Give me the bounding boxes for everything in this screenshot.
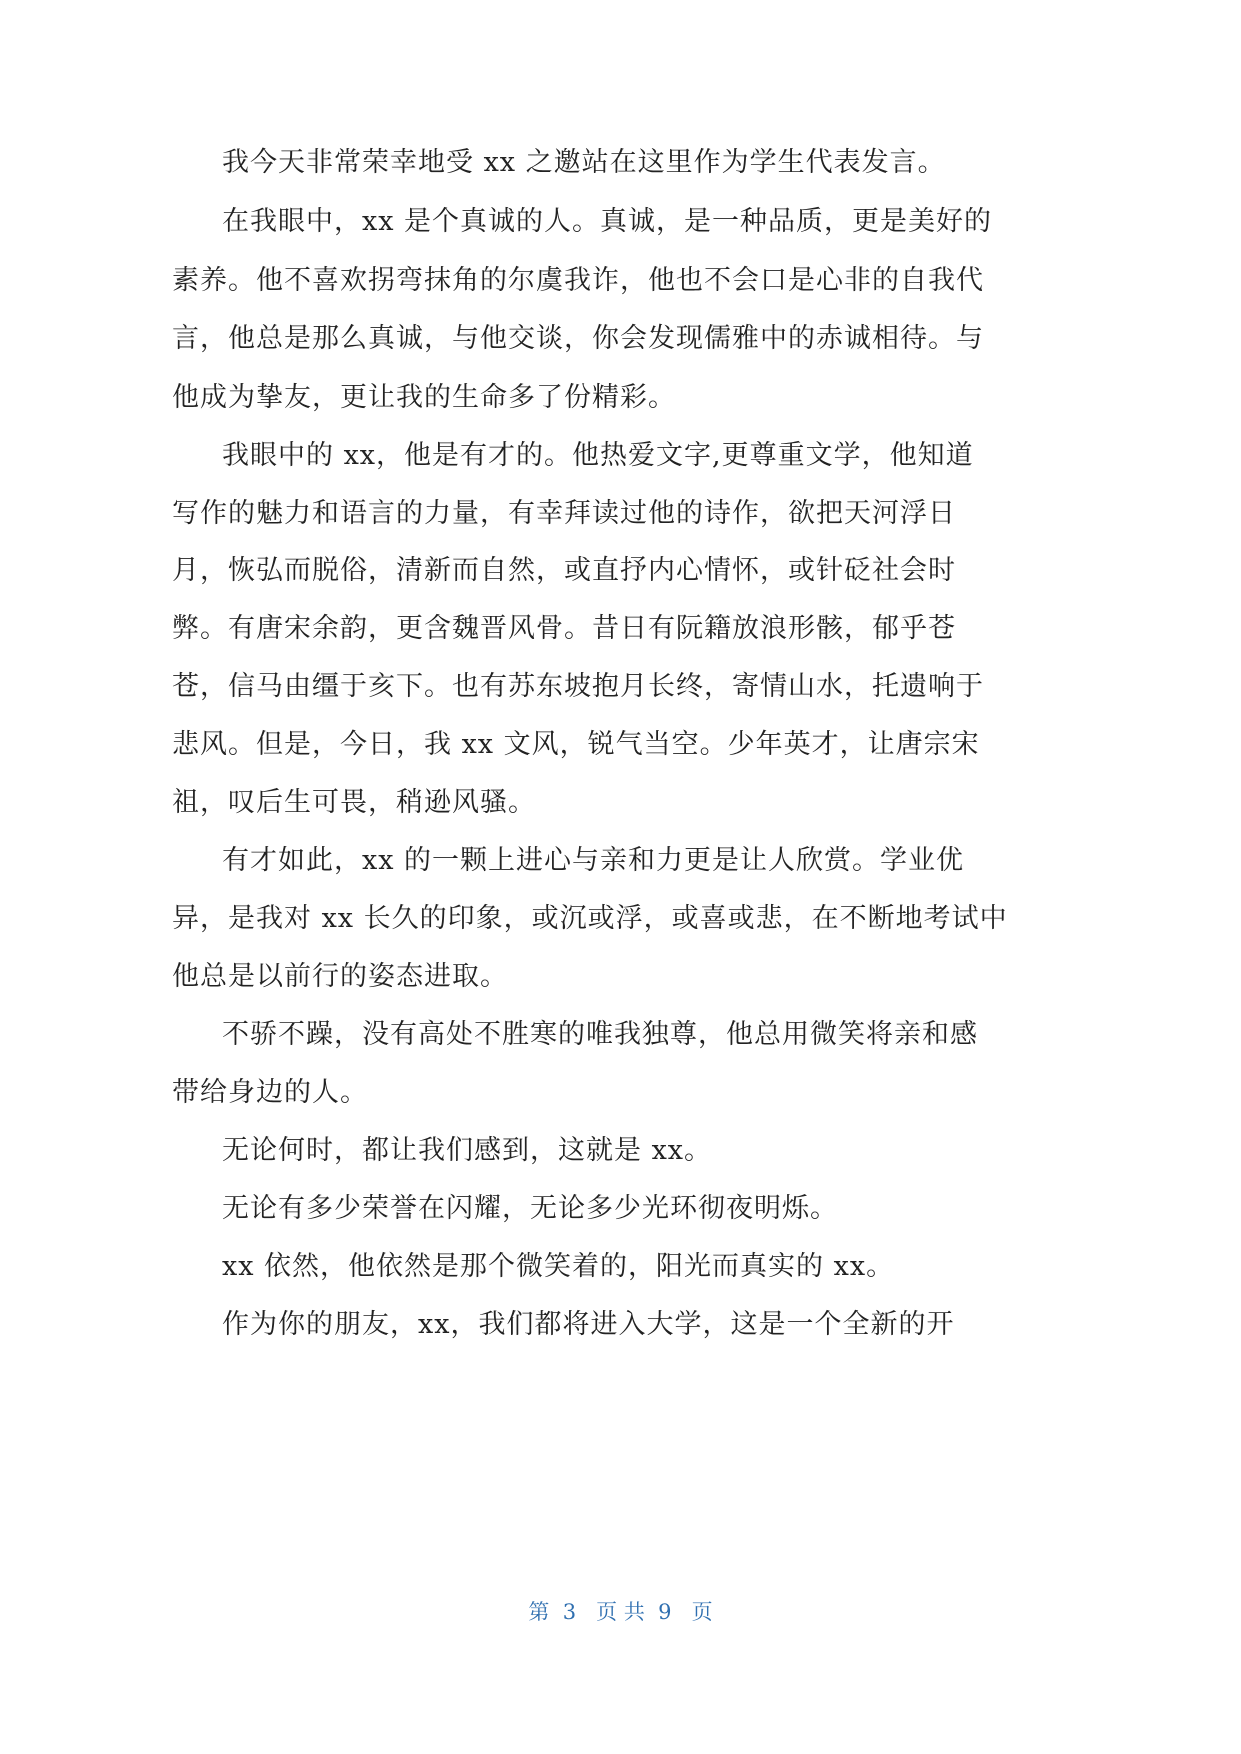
text-line: 我今天非常荣幸地受 xx 之邀站在这里作为学生代表发言。 — [222, 147, 946, 178]
text-line: 带给身边的人。 — [172, 1077, 368, 1108]
text-line: 祖，叹后生可畏，稍逊风骚。 — [172, 787, 536, 818]
text-line: 月，恢弘而脱俗，清新而自然，或直抒内心情怀，或针砭社会时 — [172, 555, 956, 586]
text-line: 弊。有唐宋余韵，更含魏晋风骨。昔日有阮籍放浪形骸，郁乎苍 — [172, 613, 956, 644]
text-line: 在我眼中，xx 是个真诚的人。真诚，是一种品质，更是美好的 — [222, 206, 993, 237]
text-line: 作为你的朋友，xx，我们都将进入大学，这是一个全新的开 — [222, 1309, 955, 1340]
text-line: xx 依然，他依然是那个微笑着的，阳光而真实的 xx。 — [222, 1251, 895, 1282]
text-line: 悲风。但是，今日，我 xx 文风，锐气当空。少年英才，让唐宗宋 — [172, 729, 980, 760]
text-line: 他总是以前行的姿态进取。 — [172, 961, 508, 992]
text-line: 无论有多少荣誉在闪耀，无论多少光环彻夜明烁。 — [222, 1193, 838, 1224]
text-line: 苍，信马由缰于亥下。也有苏东坡抱月长终，寄情山水，托遗响于 — [172, 671, 984, 702]
text-line: 言，他总是那么真诚，与他交谈，你会发现儒雅中的赤诚相待。与 — [172, 323, 984, 354]
page-number-footer: 第 3 页 共 9 页 — [528, 1600, 713, 1624]
text-line: 他成为挚友，更让我的生命多了份精彩。 — [172, 382, 676, 413]
text-line: 有才如此，xx 的一颗上进心与亲和力更是让人欣赏。学业优 — [222, 845, 965, 876]
text-line: 写作的魅力和语言的力量，有幸拜读过他的诗作，欲把天河浮日 — [172, 498, 956, 529]
text-line: 无论何时，都让我们感到，这就是 xx。 — [222, 1135, 713, 1166]
text-line: 异，是我对 xx 长久的印象，或沉或浮，或喜或悲，在不断地考试中 — [172, 903, 1008, 934]
text-line: 我眼中的 xx，他是有才的。他热爱文字,更尊重文学，他知道 — [222, 440, 974, 471]
text-line: 素养。他不喜欢拐弯抹角的尔虞我诈，他也不会口是心非的自我代 — [172, 265, 984, 296]
text-line: 不骄不躁，没有高处不胜寒的唯我独尊，他总用微笑将亲和感 — [222, 1019, 978, 1050]
